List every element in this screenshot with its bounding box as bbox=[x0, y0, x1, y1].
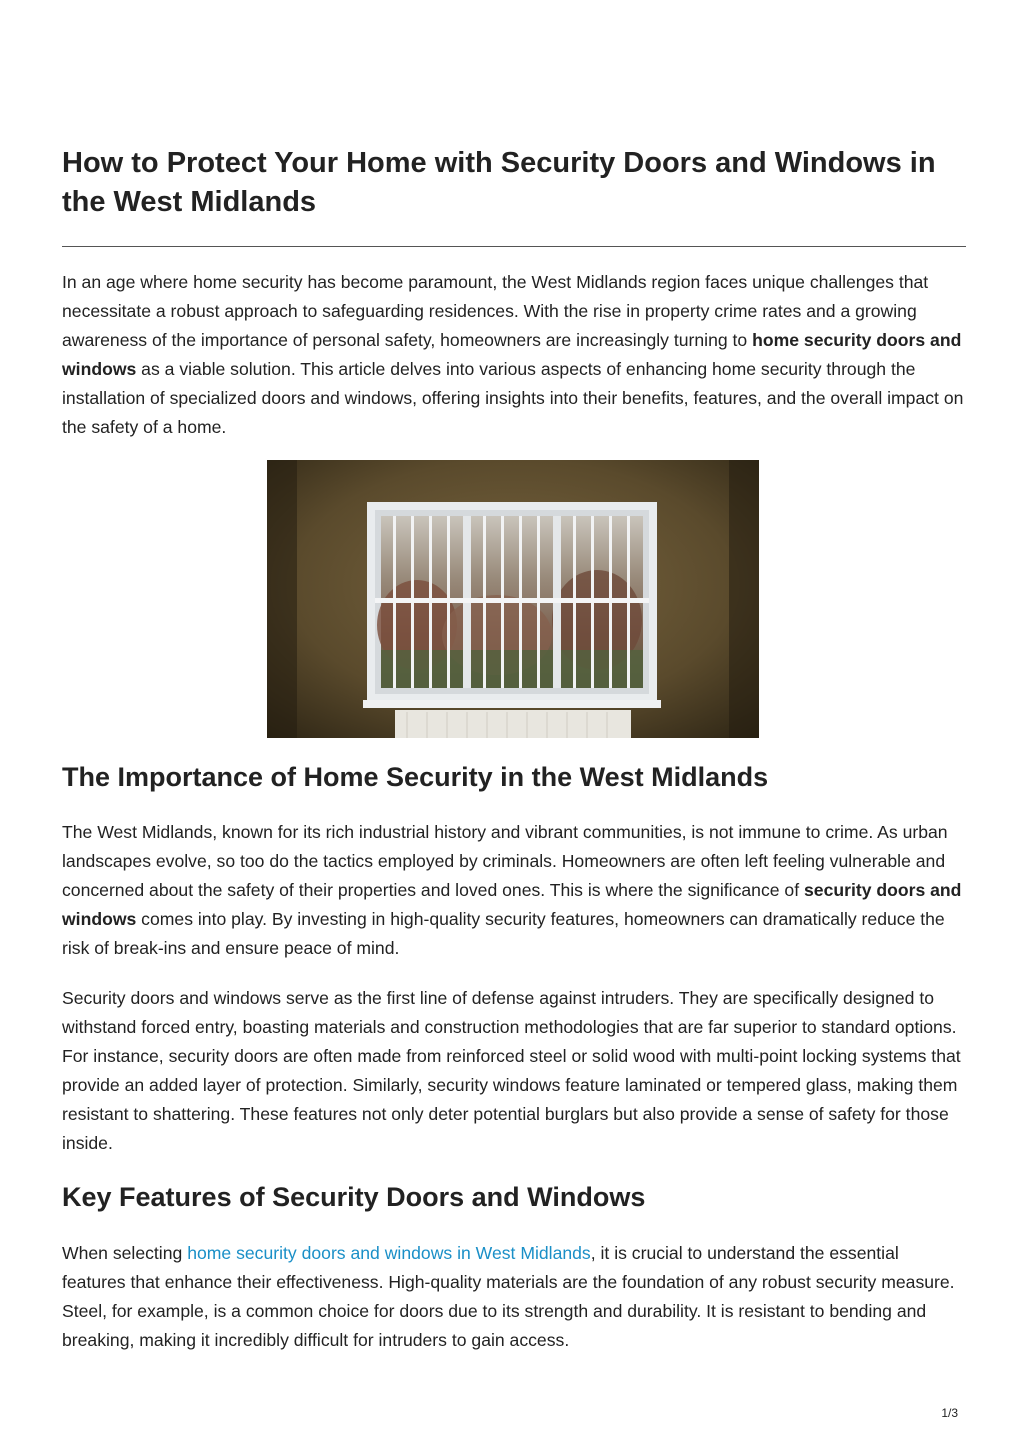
features-text-end: , it is crucial to understand the essential features that enhance their effectiveness. High-quality materials are the foundation of any robust security measure. Steel, for example, is a common choice for doors due to its strength and durability. It is resistant to bending and breaking, making it incredibly difficult for intruders to gain access. bbox=[62, 1243, 955, 1350]
features-text-start: When selecting bbox=[62, 1243, 188, 1263]
intro-text-end: as a viable solution. This article delves into various aspects of enhancing home security through the installation of specialized doors and windows, offering insights into their benefits, features, and the overall impact on the safety of a home. bbox=[62, 359, 964, 437]
security-window-photo bbox=[267, 460, 759, 738]
west-midlands-doors-link[interactable]: home security doors and windows in West Midlands bbox=[187, 1243, 591, 1263]
section-heading-key-features: Key Features of Security Doors and Windows bbox=[62, 1182, 646, 1212]
page-number: 1/3 bbox=[941, 1406, 958, 1420]
importance-bold-phrase: security doors and windows bbox=[62, 880, 962, 929]
page-title: How to Protect Your Home with Security Doors and Windows in the West Midlands bbox=[62, 147, 936, 218]
title-divider bbox=[62, 246, 966, 247]
importance-paragraph-2: Security doors and windows serve as the first line of defense against intruders. They are specifically designed to withstand forced entry, boasting materials and construction methodologies that are far superior to standard options. For instance, security doors are often made from reinforced steel or solid wood with multi-point locking systems that provide an added layer of protection. Similarly, security windows feature laminated or tempered glass, making them resistant to shattering. These features not only deter potential burglars but also provide a sense of safety for those inside. bbox=[62, 988, 961, 1153]
features-paragraph bbox=[62, 1239, 966, 1355]
importance-text-end: comes into play. By investing in high-quality security features, homeowners can dramatically reduce the risk of break-ins and ensure peace of mind. bbox=[62, 909, 945, 958]
importance-paragraph-1 bbox=[62, 818, 966, 963]
importance-text-start: The West Midlands, known for its rich industrial history and vibrant communities, is not immune to crime. As urban landscapes evolve, so too do the tactics employed by criminals. Homeowners are often left feeling vulnerable and concerned about the safety of their properties and loved ones. This is where the significance of bbox=[62, 822, 948, 900]
intro-paragraph bbox=[62, 268, 966, 442]
intro-bold-phrase: home security doors and windows bbox=[62, 330, 962, 379]
section-heading-importance: The Importance of Home Security in the West Midlands bbox=[62, 762, 769, 792]
intro-text-start: In an age where home security has become paramount, the West Midlands region faces unique challenges that necessitate a robust approach to safeguarding residences. With the rise in property crime rates and a growing awareness of the importance of personal safety, homeowners are increasingly turning to bbox=[62, 272, 929, 350]
